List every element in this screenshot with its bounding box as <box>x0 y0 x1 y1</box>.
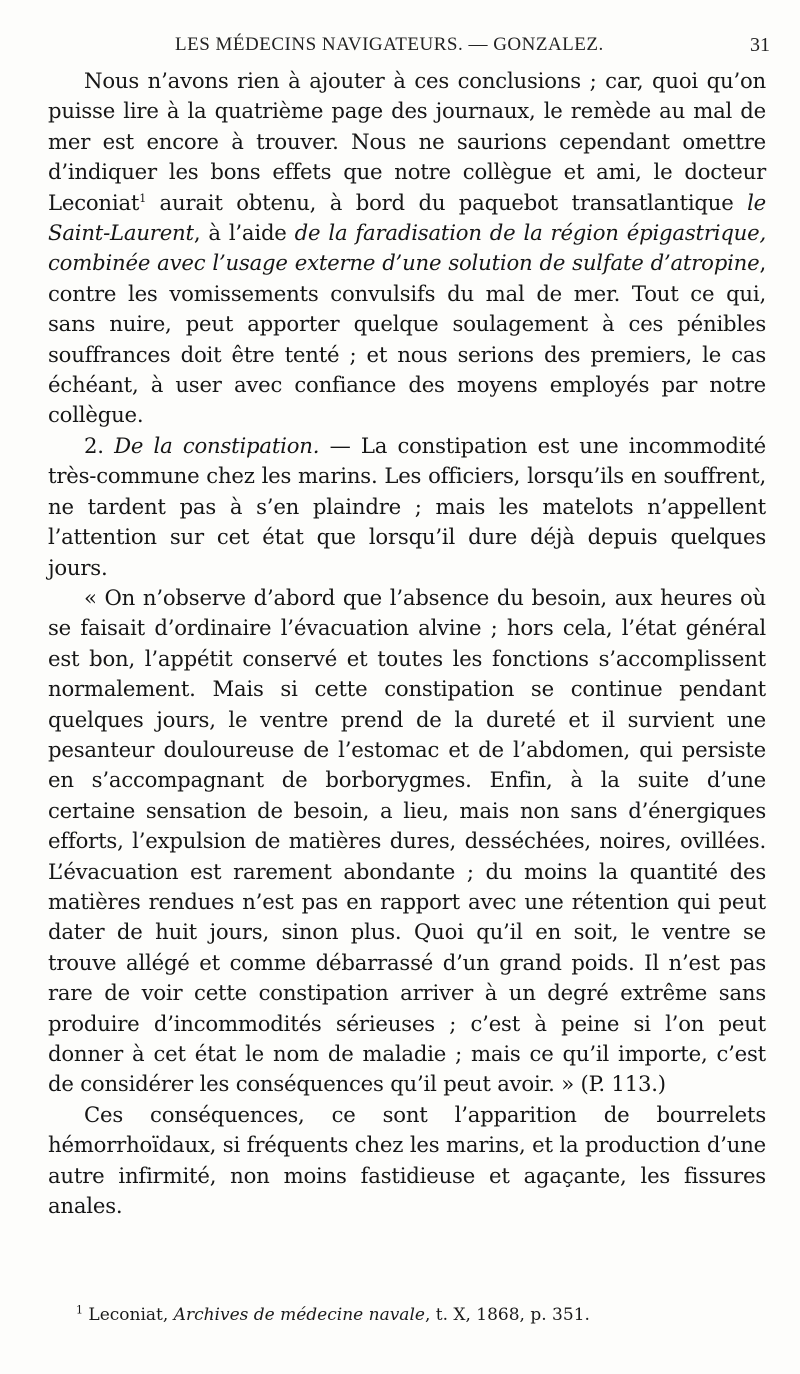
running-head <box>40 34 770 58</box>
paragraph-text: — La constipation est une incommodité très-commune chez les marins. Les officiers, lorsqu’ils en souffrent, ne tardent pas à s’en plaindre ; mais les matelots n’appellent l’attention sur cet état que lorsqu’il dure déjà depuis quelques jours. <box>48 432 766 580</box>
treatment-italic: de la faradisation de la région épigastrique, combinée avec l’usage externe d’une solution de sulfate d’atropine <box>48 220 766 276</box>
paragraph-quotation: « On n’observe d’abord que l’absence du besoin, aux heures où se faisait d’ordinaire l’évacuation alvine ; hors cela, l’état général est bon, l’appétit conservé et toutes les fonctions s’accomplissent normalement. Mais si cette constipation se continue pendant quelques jours, le ventre prend de la dureté et il survient une pesanteur douloureuse de l’estomac et de l’abdomen, qui persiste en s’accompagnant de borborygmes. Enfin, à la suite d’une certaine sensation de besoin, a lieu, mais non sans d’énergiques efforts, l’expulsion de matières dures, desséchées, noires, ovillées. L’évacuation est rarement abondante ; du moins la quantité des matières rendues n’est pas en rapport avec une rétention qui peut dater de huit jours, sinon plus. Quoi qu’il en soit, le ventre se trouve allégé et comme débarrassé d’un grand poids. Il n’est pas rare de voir cette constipation arriver à un degré extrême sans produire d’incommodités sérieuses ; c’est à peine si l’on peut donner à cet état le nom de maladie ; mais ce qu’il importe, c’est de considérer les conséquences qu’il peut avoir. » (P. 113.) <box>48 584 766 1097</box>
paragraph-text: Nous n’avons rien à ajouter à ces conclusions ; car, quoi qu’on puisse lire à la quatrième page des journaux, le remède au mal de mer est encore à trouver. Nous ne saurions cependant omettre d’indiquer les bons effets que notre collègue et ami, le docteur Leconiat <box>48 68 766 215</box>
paragraph-text: aurait obtenu, à bord du paquebot transatlantique <box>146 189 748 215</box>
footnote-citation: , t. X, 1868, p. 351. <box>424 1305 590 1325</box>
footnote-mark: 1 <box>76 1303 83 1317</box>
paragraph-consequences: Ces conséquences, ce sont l’apparition de bourrelets hémorrhoïdaux, si fréquents chez les marins, et la production d’une autre infirmité, non moins fastidieuse et agaçante, les fissures anales. <box>48 1101 766 1219</box>
paragraph-constipation <box>48 431 766 583</box>
footnote <box>76 1303 756 1327</box>
body-text <box>48 66 766 1221</box>
paragraph-conclusions <box>48 66 766 431</box>
paragraph-text: , contre les vomissements convulsifs du mal de mer. Tout ce qui, sans nuire, peut apporter quelque soulagement à ces pénibles souffrances doit être tenté ; et nous serions des premiers, le cas échéant, à user avec confiance des moyens employés par notre collègue. <box>48 250 766 428</box>
footnote-reference: 1 <box>139 191 147 205</box>
section-heading: De la constipation. <box>114 432 320 458</box>
footnote-author: Leconiat, <box>83 1305 174 1325</box>
section-number: 2. <box>84 432 115 458</box>
page-number: 31 <box>750 34 770 56</box>
footnote-source: Archives de médecine navale <box>173 1305 425 1325</box>
ship-name: le Saint-Laurent <box>48 189 766 246</box>
paragraph-text: , à l’aide <box>193 220 295 246</box>
running-title: LES MÉDECINS NAVIGATEURS. — GONZALEZ. <box>175 34 604 55</box>
